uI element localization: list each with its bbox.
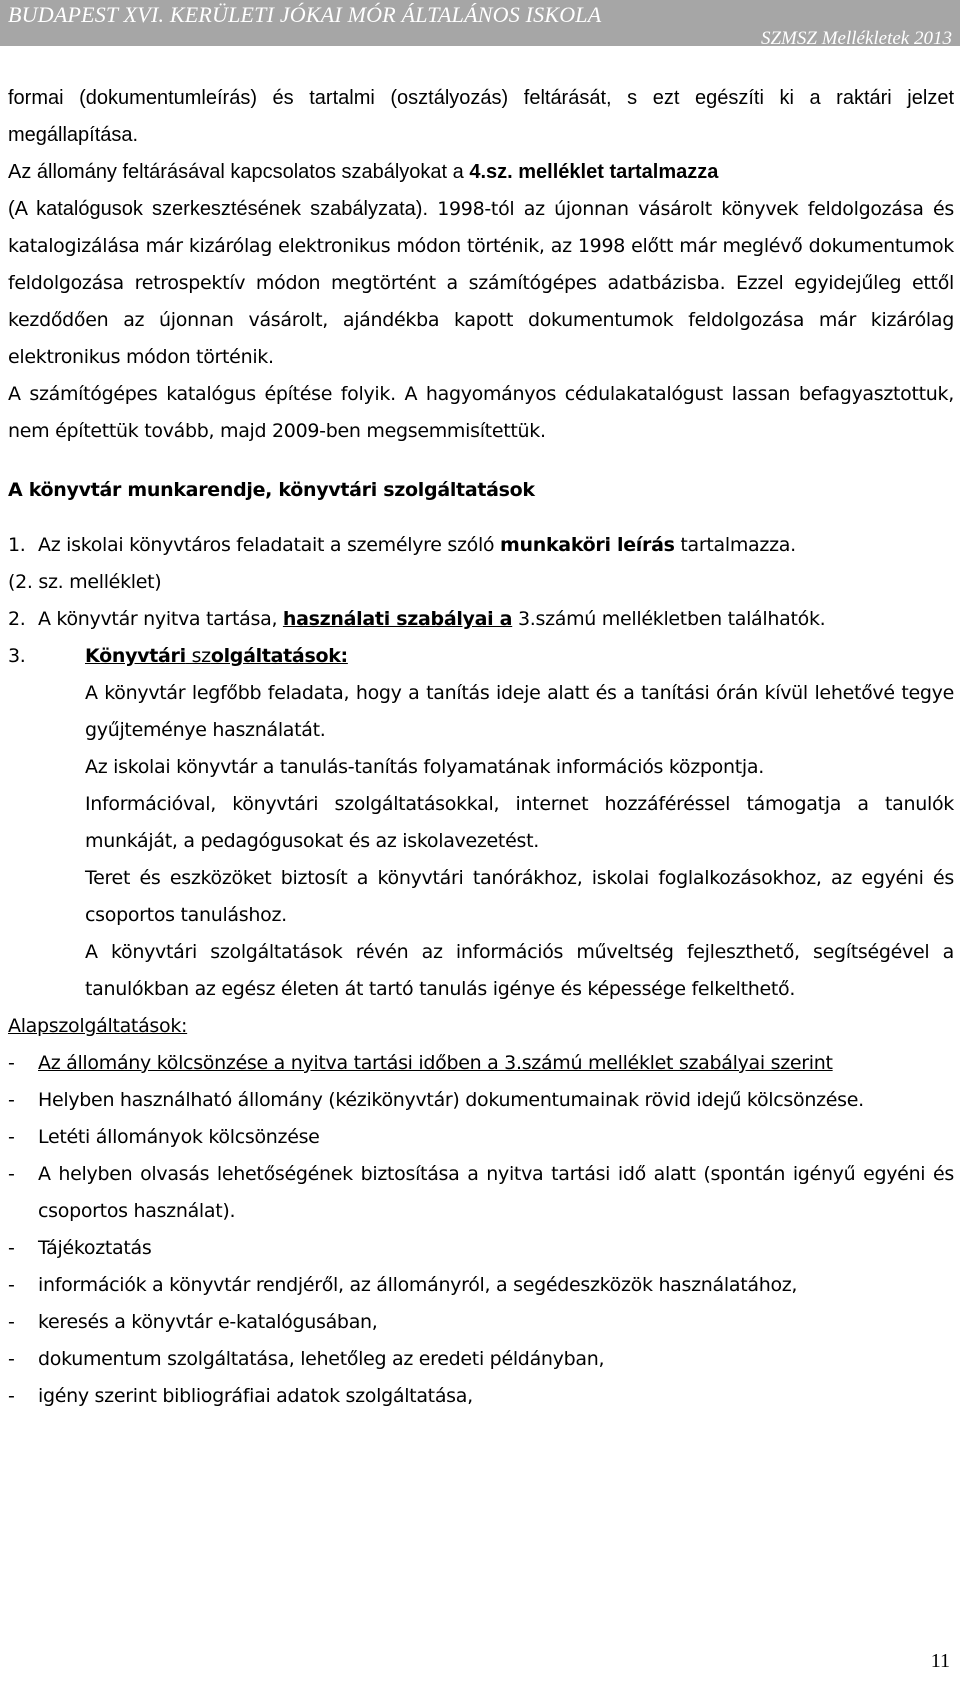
school-name: BUDAPEST XVI. KERÜLETI JÓKAI MÓR ÁLTALÁNOS ISKOLA: [8, 2, 602, 27]
dash-bullet: -: [8, 1126, 15, 1148]
service-item: [8, 1156, 954, 1230]
service-text: Letéti állományok kölcsönzése: [38, 1126, 320, 1148]
item-1-tail: tartalmazza.: [674, 534, 796, 556]
service-item: [8, 1045, 954, 1082]
dash-bullet: -: [8, 1052, 15, 1074]
services-paragraph: Az iskolai könyvtár a tanulás-tanítás folyamatának információs központja.: [85, 756, 764, 778]
intro-line-2-text: Az állomány feltárásával kapcsolatos szabályokat a: [8, 161, 470, 183]
services-paragraph: Teret és eszközöket biztosít a könyvtári tanórákhoz, iskolai foglalkozásokhoz, az egyéni és csoportos tanuláshoz.: [85, 867, 954, 926]
job-description-ref: munkaköri leírás: [500, 534, 675, 556]
service-item: [8, 1304, 954, 1341]
item-1-appendix: (2. sz. melléklet): [8, 571, 162, 593]
item-number: 3.: [8, 645, 26, 667]
dash-bullet: -: [8, 1385, 15, 1407]
service-text: Helyben használható állomány (kézikönyvtár) dokumentumainak rövid idejű kölcsönzése.: [38, 1089, 864, 1111]
intro-line-2: [8, 154, 954, 191]
dash-bullet: -: [8, 1311, 15, 1333]
service-text: igény szerint bibliográfiai adatok szolgáltatása,: [38, 1385, 473, 1407]
catalog-paragraph: A számítógépes katalógus építése folyik. A hagyományos cédulakatalógust lassan befagyasztottuk, nem építettük tovább, majd 2009-ben megsemmisítettük.: [8, 383, 954, 442]
service-item: [8, 1341, 954, 1378]
services-title-a: Könyvtári: [85, 645, 186, 667]
list-item-2: [8, 601, 954, 638]
page-header: [0, 0, 960, 49]
processing-text: 1998-tól az újonnan vásárolt könyvek feldolgozása és katalogizálása már kizárólag elektronikus módon történik, az 1998 előtt már meglévő dokumentumok feldolgozása retrospektív módon megtörtént a számítógépes adatbázisba. Ezzel egyidejűleg ettől kezdődően az újonnan vásárolt, ajándékba kapott dokumentumok feldolgozása már kizárólag elektronikus módon történik.: [8, 198, 954, 368]
intro-line-1: formai (dokumentumleírás) és tartalmi (osztályozás) feltárását, s ezt egészíti ki a raktári jelzet megállapítása.: [8, 87, 954, 146]
service-text: Tájékoztatás: [38, 1237, 152, 1259]
list-item-1: [8, 527, 954, 564]
item-number: 2.: [8, 608, 26, 630]
services-title-c: olgáltatások:: [210, 645, 348, 667]
dash-bullet: -: [8, 1089, 15, 1111]
dash-bullet: -: [8, 1274, 15, 1296]
services-paragraph: A könyvtári szolgáltatások révén az információs műveltség fejleszthető, segítségével a tanulókban az egész életen át tartó tanulás igénye és képessége felkelthető.: [85, 941, 954, 1000]
usage-rules-ref: használati szabályai a: [282, 608, 513, 630]
service-item: [8, 1119, 954, 1156]
document-body: [8, 80, 954, 1415]
services-title-b: sz: [185, 645, 211, 667]
item-number: 1.: [8, 534, 26, 556]
service-item: [8, 1082, 954, 1119]
service-item: [8, 1267, 954, 1304]
item-1-text: Az iskolai könyvtáros feladatait a személyre szóló: [38, 534, 501, 556]
item-2-text: A könyvtár nyitva tartása,: [38, 608, 283, 630]
numbered-list: [8, 527, 954, 1008]
appendix-reference: 4.sz. melléklet tartalmazza: [469, 161, 719, 183]
basic-services: [8, 1008, 954, 1415]
service-text: információk a könyvtár rendjéről, az állományról, a segédeszközök használatához,: [38, 1274, 798, 1296]
service-text: A helyben olvasás lehetőségének biztosítása a nyitva tartási idő alatt (spontán igényű egyéni és csoportos használat).: [38, 1163, 954, 1222]
basic-services-title: Alapszolgáltatások:: [8, 1015, 188, 1037]
intro-paragraph: [8, 191, 954, 376]
item-2-tail: 3.számú mellékletben találhatók.: [512, 608, 826, 630]
service-text: dokumentum szolgáltatása, lehetőleg az eredeti példányban,: [38, 1348, 605, 1370]
service-item: [8, 1230, 954, 1267]
dash-bullet: -: [8, 1237, 15, 1259]
list-item-3: [8, 638, 954, 675]
catalog-rules-ref: (A katalógusok szerkesztésének szabályzata).: [8, 198, 438, 220]
document-name: SZMSZ Mellékletek 2013: [760, 28, 952, 49]
section-heading: A könyvtár munkarendje, könyvtári szolgáltatások: [8, 479, 535, 501]
services-paragraph: Információval, könyvtári szolgáltatásokkal, internet hozzáféréssel támogatja a tanulók munkáját, a pedagógusokat és az iskolavezetést.: [85, 793, 954, 852]
services-description: [8, 675, 954, 1008]
dash-bullet: -: [8, 1348, 15, 1370]
dash-bullet: -: [8, 1163, 15, 1185]
service-item: [8, 1378, 954, 1415]
service-text: Az állomány kölcsönzése a nyitva tartási időben a 3.számú melléklet szabályai szerint: [38, 1052, 833, 1074]
services-paragraph: A könyvtár legfőbb feladata, hogy a tanítás ideje alatt és a tanítási órán kívül lehetővé tegye gyűjteménye használatát.: [85, 682, 954, 741]
page-number: 11: [930, 1650, 950, 1672]
service-text: keresés a könyvtár e-katalógusában,: [38, 1311, 378, 1333]
